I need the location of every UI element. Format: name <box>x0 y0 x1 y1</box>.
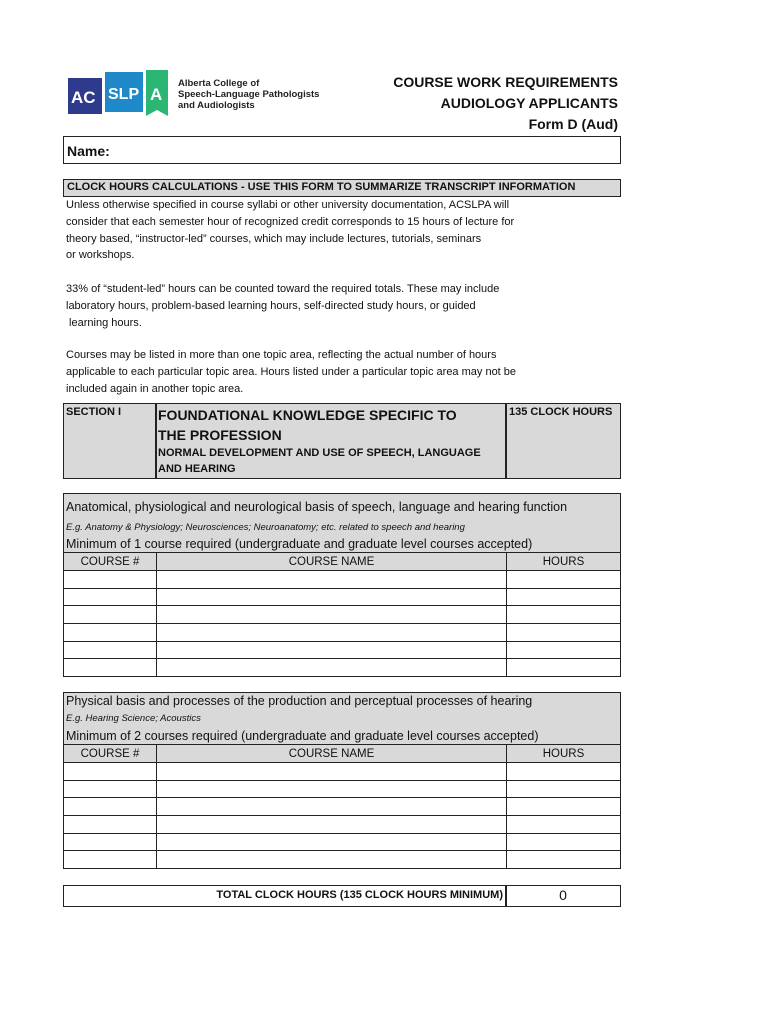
table-row <box>64 659 621 677</box>
form-id: Form D (Aud) <box>528 116 618 132</box>
course-no-cell[interactable] <box>64 763 157 781</box>
paragraph-line: or workshops. <box>66 249 135 262</box>
course-no-cell[interactable] <box>64 816 157 834</box>
course-no-cell[interactable] <box>64 780 157 798</box>
course-no-cell[interactable] <box>64 606 157 624</box>
form-title: COURSE WORK REQUIREMENTS <box>393 74 618 90</box>
course-table-1 <box>63 552 621 677</box>
logo-a: A <box>150 85 163 104</box>
paragraph-line: Unless otherwise specified in course syllabi or other university documentation, ACSLPA will <box>66 199 510 211</box>
course-name-cell[interactable] <box>157 606 507 624</box>
section-title-line: THE PROFESSION <box>158 427 282 443</box>
course-name-cell[interactable] <box>157 763 507 781</box>
section-subtitle-line: AND HEARING <box>158 462 236 475</box>
section-divider <box>505 403 507 479</box>
course-name-cell[interactable] <box>157 571 507 589</box>
paragraph-topic-areas <box>66 347 556 397</box>
section-subtitle-line: NORMAL DEVELOPMENT AND USE OF SPEECH, LANGUAGE <box>158 447 481 459</box>
paragraph-line: consider that each semester hour of recognized credit corresponds to 15 hours of lecture for <box>66 215 515 228</box>
paragraph-line: laboratory hours, problem-based learning hours, self-directed study hours, or guided <box>66 299 476 312</box>
paragraph-credit <box>66 197 556 264</box>
hours-cell[interactable] <box>507 763 621 781</box>
name-label: Name: <box>67 143 110 159</box>
section-subtitle <box>158 446 481 477</box>
total-value: 0 <box>559 887 567 903</box>
form-subtitle: AUDIOLOGY APPLICANTS <box>440 95 618 111</box>
hours-cell[interactable] <box>507 816 621 834</box>
course-name-cell[interactable] <box>157 641 507 659</box>
paragraph-line: included again in another topic area. <box>66 382 244 395</box>
course-name-cell[interactable] <box>157 851 507 869</box>
org-line: Alberta College of <box>178 78 260 89</box>
hours-cell[interactable] <box>507 571 621 589</box>
section-divider <box>155 403 157 479</box>
course-name-cell[interactable] <box>157 833 507 851</box>
col-course-no: COURSE # <box>64 553 157 571</box>
hours-cell[interactable] <box>507 624 621 642</box>
topic-minimum: Minimum of 2 courses required (undergraduate and graduate level courses accepted) <box>66 729 539 743</box>
table-row <box>64 833 621 851</box>
logo-ac: AC <box>71 88 96 107</box>
table-header-row <box>64 745 621 763</box>
topic-example: E.g. Anatomy & Physiology; Neurosciences; Neuroanatomy; etc. related to speech and hearing <box>66 522 465 533</box>
logo-slp: SLP <box>108 86 140 103</box>
course-no-cell[interactable] <box>64 641 157 659</box>
col-course-no: COURSE # <box>64 745 157 763</box>
paragraph-line: Courses may be listed in more than one topic area, reflecting the actual number of hours <box>66 349 497 361</box>
org-line: and Audiologists <box>178 100 255 111</box>
table-row <box>64 851 621 869</box>
hours-cell[interactable] <box>507 606 621 624</box>
col-hours: HOURS <box>507 553 621 571</box>
table-row <box>64 780 621 798</box>
paragraph-line: applicable to each particular topic area. Hours listed under a particular topic area may not be <box>66 365 517 378</box>
table-row <box>64 624 621 642</box>
course-name-cell[interactable] <box>157 624 507 642</box>
course-no-cell[interactable] <box>64 798 157 816</box>
org-name <box>178 78 319 111</box>
course-no-cell[interactable] <box>64 571 157 589</box>
course-no-cell[interactable] <box>64 833 157 851</box>
course-name-cell[interactable] <box>157 659 507 677</box>
table-header-row <box>64 553 621 571</box>
table-row <box>64 641 621 659</box>
paragraph-line: theory based, “instructor-led” courses, which may include lectures, tutorials, seminars <box>66 232 482 245</box>
paragraph-student-led <box>66 281 556 331</box>
col-course-name: COURSE NAME <box>157 553 507 571</box>
col-hours: HOURS <box>507 745 621 763</box>
course-no-cell[interactable] <box>64 659 157 677</box>
hours-cell[interactable] <box>507 851 621 869</box>
hours-cell[interactable] <box>507 641 621 659</box>
topic-example: E.g. Hearing Science; Acoustics <box>66 713 201 724</box>
hours-cell[interactable] <box>507 798 621 816</box>
hours-cell[interactable] <box>507 588 621 606</box>
calc-heading: CLOCK HOURS CALCULATIONS - USE THIS FORM TO SUMMARIZE TRANSCRIPT INFORMATION <box>67 181 576 193</box>
paragraph-line: learning hours. <box>66 316 142 329</box>
course-table-2 <box>63 744 621 869</box>
hours-cell[interactable] <box>507 833 621 851</box>
section-title-line: FOUNDATIONAL KNOWLEDGE SPECIFIC TO <box>158 407 457 423</box>
course-no-cell[interactable] <box>64 588 157 606</box>
section-label: SECTION I <box>66 406 122 418</box>
topic-title: Anatomical, physiological and neurological basis of speech, language and hearing function <box>66 500 568 514</box>
course-name-cell[interactable] <box>157 588 507 606</box>
name-field[interactable] <box>63 136 621 164</box>
org-line: Speech-Language Pathologists <box>178 89 320 100</box>
section-hours: 135 CLOCK HOURS <box>509 406 613 418</box>
course-name-cell[interactable] <box>157 798 507 816</box>
course-no-cell[interactable] <box>64 851 157 869</box>
table-row <box>64 763 621 781</box>
course-name-cell[interactable] <box>157 780 507 798</box>
col-course-name: COURSE NAME <box>157 745 507 763</box>
table-row <box>64 588 621 606</box>
table-row <box>64 606 621 624</box>
table-row <box>64 798 621 816</box>
table-row <box>64 816 621 834</box>
hours-cell[interactable] <box>507 659 621 677</box>
section-title <box>158 405 457 445</box>
total-label: TOTAL CLOCK HOURS (135 CLOCK HOURS MINIMUM) <box>216 889 503 901</box>
topic-minimum: Minimum of 1 course required (undergraduate and graduate level courses accepted) <box>66 537 533 551</box>
course-no-cell[interactable] <box>64 624 157 642</box>
paragraph-line: 33% of “student-led” hours can be counted toward the required totals. These may include <box>66 283 500 295</box>
course-name-cell[interactable] <box>157 816 507 834</box>
hours-cell[interactable] <box>507 780 621 798</box>
table-row <box>64 571 621 589</box>
topic-title: Physical basis and processes of the production and perceptual processes of hearing <box>66 694 533 708</box>
